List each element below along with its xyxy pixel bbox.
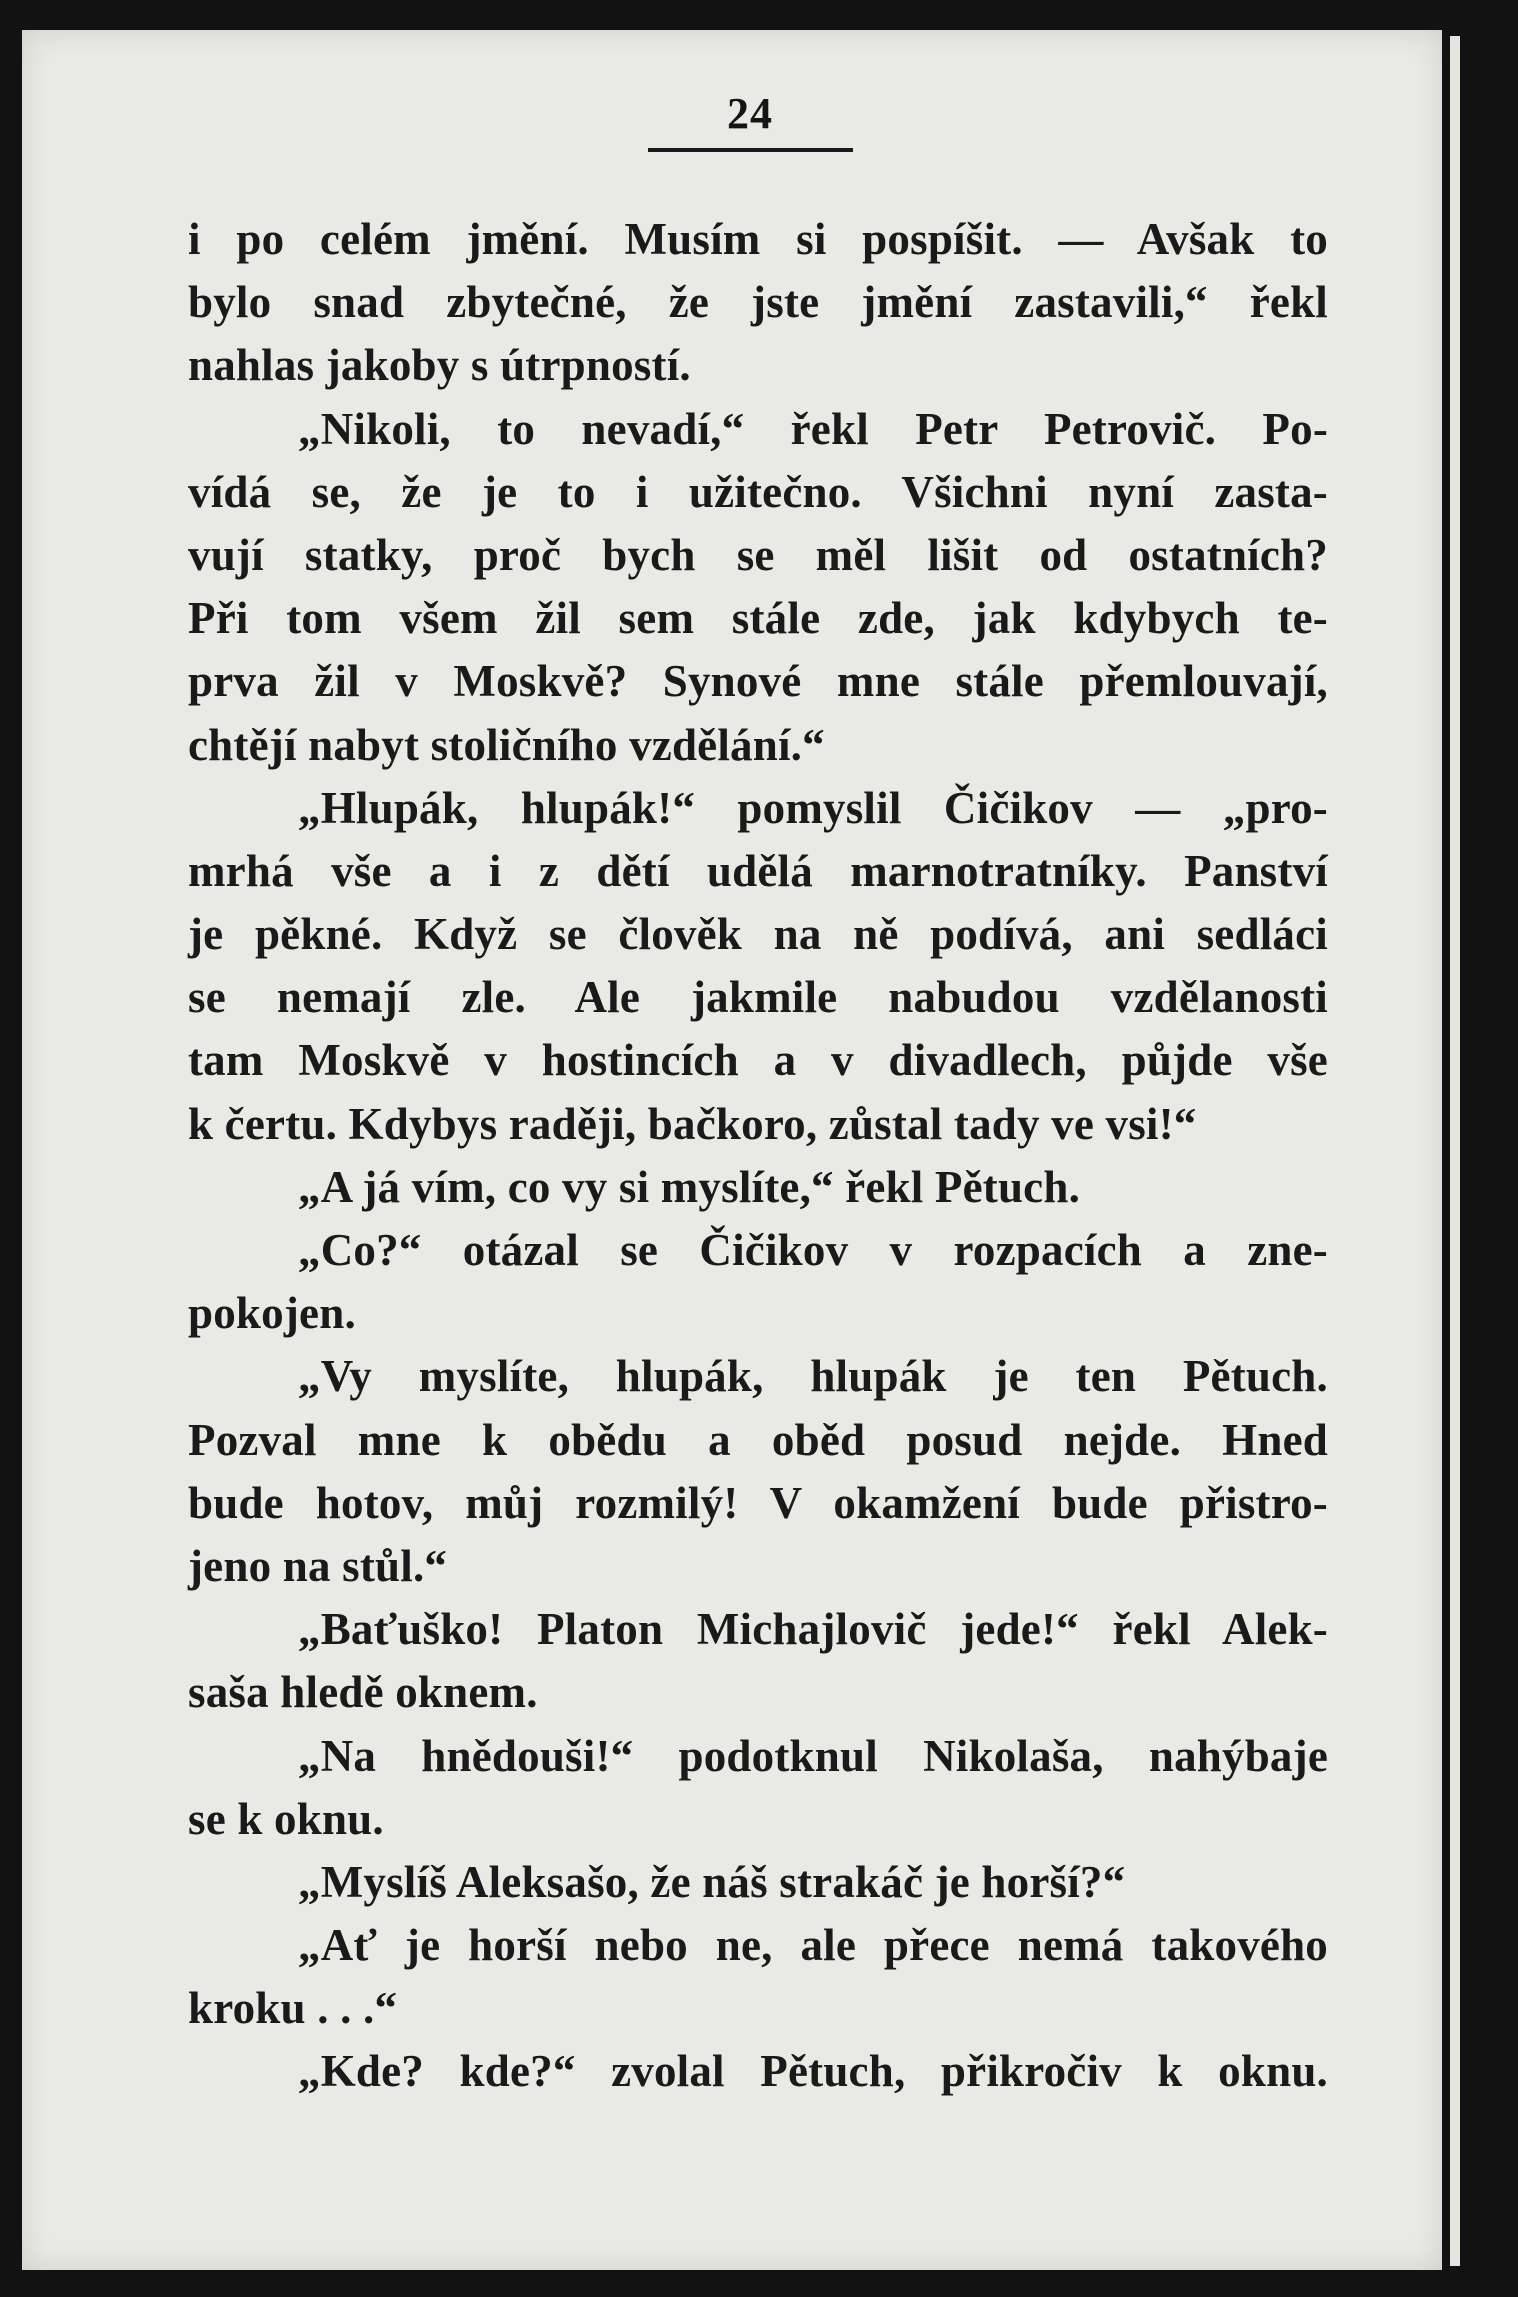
text-line: se nemají zle. Ale jakmile nabudou vzdělanosti <box>188 972 1328 1023</box>
text-line: k čertu. Kdybys raději, bačkoro, zůstal tady ve vsi!“ <box>188 1098 1197 1149</box>
text-line: jeno na stůl.“ <box>188 1540 448 1591</box>
text-line: „Ať je horší nebo ne, ale přece nemá takového <box>298 1920 1328 1971</box>
text-line: nahlas jakoby s útrpností. <box>188 340 691 391</box>
text-line: chtějí nabyt stoličního vzdělání.“ <box>188 719 825 770</box>
text-line: vídá se, že je to i užitečno. Všichni nyní zasta- <box>188 466 1328 517</box>
text-line: je pěkné. Když se člověk na ně podívá, ani sedláci <box>188 909 1328 960</box>
body-text <box>188 208 1328 2104</box>
page-number-rule <box>648 148 853 152</box>
text-line: pokojen. <box>188 1288 356 1339</box>
text-line: Pozval mne k obědu a oběd posud nejde. Hned <box>188 1414 1328 1465</box>
text-line: saša hledě oknem. <box>188 1667 538 1718</box>
next-page-edge <box>1450 36 1460 2266</box>
text-line: bude hotov, můj rozmilý! V okamžení bude přistro- <box>188 1477 1328 1528</box>
text-line: „Na hnědouši!“ podotknul Nikolaša, nahýbaje <box>298 1730 1328 1781</box>
text-line: mrhá vše a i z dětí udělá marnotratníky. Panství <box>188 845 1328 896</box>
text-line: „A já vím, co vy si myslíte,“ řekl Pětuch. <box>298 1161 1081 1212</box>
text-line: „Vy myslíte, hlupák, hlupák je ten Pětuch. <box>298 1351 1328 1402</box>
text-line: „Nikoli, to nevadí,“ řekl Petr Petrovič. Po- <box>298 403 1328 454</box>
text-line: „Kde? kde?“ zvolal Pětuch, přikročiv k oknu. <box>298 2046 1328 2097</box>
text-line: Při tom všem žil sem stále zde, jak kdybych te- <box>188 593 1328 644</box>
text-line: „Hlupák, hlupák!“ pomyslil Čičikov — „pro- <box>298 782 1328 833</box>
text-line: kroku . . .“ <box>188 1983 398 2034</box>
page-number: 24 <box>727 89 773 138</box>
text-line: „Co?“ otázal se Čičikov v rozpacích a zne- <box>298 1225 1328 1275</box>
text-line: prva žil v Moskvě? Synové mne stále přemlouvají, <box>188 656 1328 707</box>
text-line: se k oknu. <box>188 1793 384 1844</box>
text-line: i po celém jmění. Musím si pospíšit. — Avšak to <box>188 214 1328 264</box>
text-line: „Baťuško! Platon Michajlovič jede!“ řekl Alek- <box>298 1604 1328 1655</box>
text-line: „Myslíš Aleksašo, že náš strakáč je horší?“ <box>298 1856 1126 1907</box>
text-line: tam Moskvě v hostincích a v divadlech, půjde vše <box>188 1035 1328 1086</box>
text-line: vují statky, proč bych se měl lišit od ostatních? <box>188 529 1328 580</box>
text-line: bylo snad zbytečné, že jste jmění zastavili,“ řekl <box>188 277 1328 328</box>
